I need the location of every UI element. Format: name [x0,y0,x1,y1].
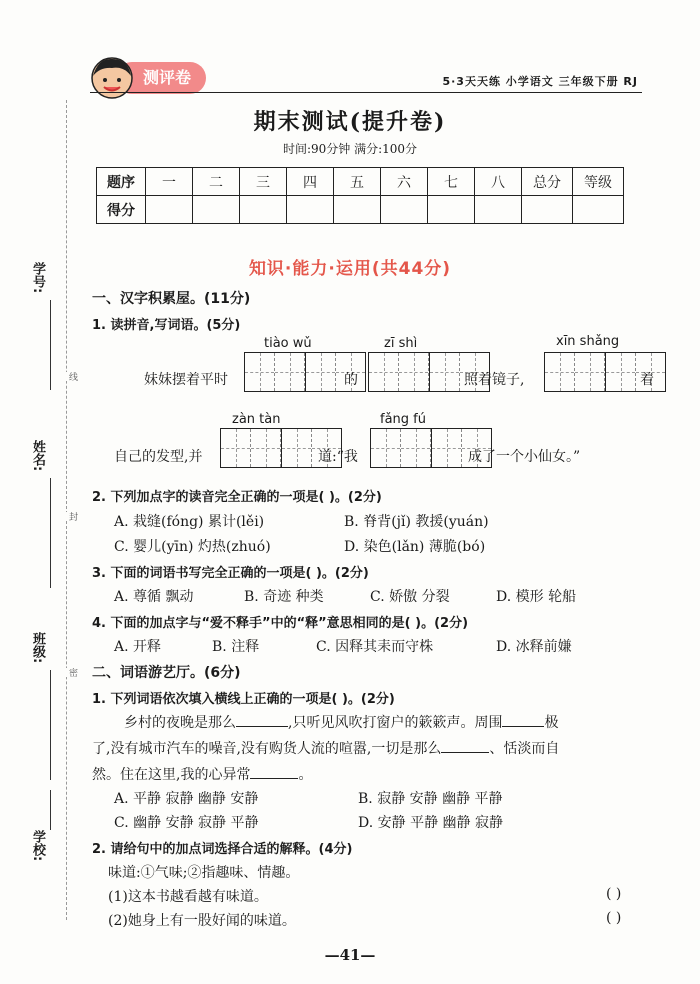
q1-text: 自己的发型,并 [114,449,203,465]
student-id-label: 学号: [30,262,45,294]
sentence-item-1: (1)这本书越看越有味道。 [108,889,268,905]
score-table [96,167,624,224]
sentence-item-2: (2)她身上有一股好闻的味道。 [108,913,296,929]
page-number: —41— [324,946,376,964]
s2-q1-title: 1. 下列词语依次填入横线上正确的一项是( )。(2分) [92,692,395,707]
q3-option-b[interactable]: B. 奇迹 种类 [244,589,324,605]
score-table-cell: 五 [334,168,381,196]
score-entry-cell[interactable] [428,196,475,224]
score-table-cell: 等级 [573,168,624,196]
cut-line [66,100,67,920]
section-2-heading: 二、词语游艺厅。(6分) [92,665,241,681]
score-table-cell: 六 [381,168,428,196]
s2-q1-option-d[interactable]: D. 安静 平静 幽静 寂静 [358,815,503,831]
score-entry-cell[interactable] [573,196,624,224]
exam-badge [90,56,208,100]
q3-option-c[interactable]: C. 娇傲 分裂 [370,589,450,605]
fill-blank[interactable] [441,740,489,753]
score-table-cell: 一 [146,168,193,196]
series-label: 5·3天天练 小学语文 三年级下册 RJ [442,75,638,88]
q3-option-d[interactable]: D. 模形 轮船 [496,589,577,605]
q2-title: 2. 下列加点字的读音完全正确的一项是( )。(2分) [92,490,382,505]
q1-title: 1. 读拼音,写词语。(5分) [92,318,241,333]
q1-text: 道:“我 [318,449,358,465]
score-entry-cell[interactable] [334,196,381,224]
score-table-cell: 七 [428,168,475,196]
header-rule [90,92,642,93]
q1-text: 着 [640,372,654,388]
pinyin-zishi: zī shì [384,336,418,351]
score-entry-cell[interactable] [522,196,573,224]
passage-text: 然。住在这里,我的心异常 [92,767,251,783]
answer-paren[interactable]: ( ) [606,910,622,926]
passage-line-1 [124,712,558,732]
passage-text: 乡村的夜晚是那么 [124,715,236,731]
cut-mark-2: 封 [67,512,77,521]
s2-q1-option-a[interactable]: A. 平静 寂静 幽静 安静 [114,791,259,807]
q4-title: 4. 下面的加点字与“爱不释手”中的“释”意思相同的是( )。(2分) [92,616,469,631]
passage-text: 、恬淡而自 [489,741,560,757]
q1-text: 照着镜子, [464,372,525,388]
section-1-heading: 一、汉字积累屋。(11分) [92,291,251,307]
score-entry-cell[interactable] [146,196,193,224]
s2-q1-option-b[interactable]: B. 寂静 安静 幽静 平静 [358,791,503,807]
passage-line-2 [92,738,559,758]
cartoon-face-icon [90,56,134,100]
passage-text: ,只听见风吹打窗户的簌簌声。周围 [288,715,503,731]
s2-q2-title: 2. 请给句中的加点词选择合适的解释。(4分) [92,842,353,857]
q4-option-b[interactable]: B. 注释 [212,639,260,655]
section-banner: 知识·能力·运用(共44分) [248,259,452,279]
pinyin-zantan: zàn tàn [232,412,281,427]
exam-meta: 时间:90分钟 满分:100分 [282,142,418,156]
score-entry-cell[interactable] [193,196,240,224]
word-definitions: 味道:①气味;②指趣味、情趣。 [108,865,300,881]
fill-blank[interactable] [250,766,298,779]
name-line[interactable] [50,478,51,588]
score-table-cell: 二 [193,168,240,196]
passage-text: 了,没有城市汽车的噪音,没有购货人流的喧嚣,一切是那么 [92,741,442,757]
pinyin-tiaowu: tiào wǔ [264,336,312,351]
score-entry-cell[interactable] [381,196,428,224]
q4-option-c[interactable]: C. 因释其耒而守株 [316,639,434,655]
q2-option-a[interactable]: A. 栽缝(fóng) 累计(lěi) [114,514,265,530]
passage-text: 极 [544,715,559,731]
cut-mark-3: 密 [67,668,77,677]
q2-option-c[interactable]: C. 婴儿(yīn) 灼热(zhuó) [114,539,271,555]
page-title: 期末测试(提升卷) [253,109,447,135]
passage-text: 。 [298,767,313,783]
score-table-cell: 三 [240,168,287,196]
score-table-header-row [97,168,624,196]
badge-label: 测评卷 [116,62,206,94]
score-entry-cell[interactable] [240,196,287,224]
class-label: 班级: [30,632,45,664]
score-table-cell: 八 [475,168,522,196]
q3-title: 3. 下面的词语书写完全正确的一项是( )。(2分) [92,566,369,581]
q1-text: 的 [344,372,358,388]
fill-blank[interactable] [502,714,544,727]
score-entry-cell[interactable] [475,196,522,224]
answer-paren[interactable]: ( ) [606,886,622,902]
q3-option-a[interactable]: A. 尊循 飘动 [114,589,194,605]
pinyin-fangfu: fǎng fú [380,412,426,427]
score-row-label: 得分 [97,196,146,224]
q4-option-a[interactable]: A. 开释 [114,639,162,655]
q1-text: 成了一个小仙女。” [468,449,581,465]
s2-q1-option-c[interactable]: C. 幽静 安静 寂静 平静 [114,815,259,831]
score-table-score-row [97,196,624,224]
name-label: 姓名: [30,440,45,472]
score-entry-cell[interactable] [287,196,334,224]
class-line[interactable] [50,670,51,780]
cut-mark-1: 线 [67,372,77,381]
score-table-cell: 题序 [97,168,146,196]
q1-text: 妹妹摆着平时 [144,372,228,388]
student-id-line[interactable] [50,300,51,390]
score-table-cell: 总分 [522,168,573,196]
pinyin-xinshang: xīn shǎng [556,334,620,349]
q4-option-d[interactable]: D. 冰释前嫌 [496,639,572,655]
school-line[interactable] [50,790,51,830]
q2-option-b[interactable]: B. 脊背(jǐ) 教援(yuán) [344,514,489,530]
score-table-cell: 四 [287,168,334,196]
school-label: 学校: [30,830,45,862]
q2-option-d[interactable]: D. 染色(lǎn) 薄脆(bó) [344,539,486,555]
fill-blank[interactable] [236,714,288,727]
passage-line-3 [92,764,312,784]
